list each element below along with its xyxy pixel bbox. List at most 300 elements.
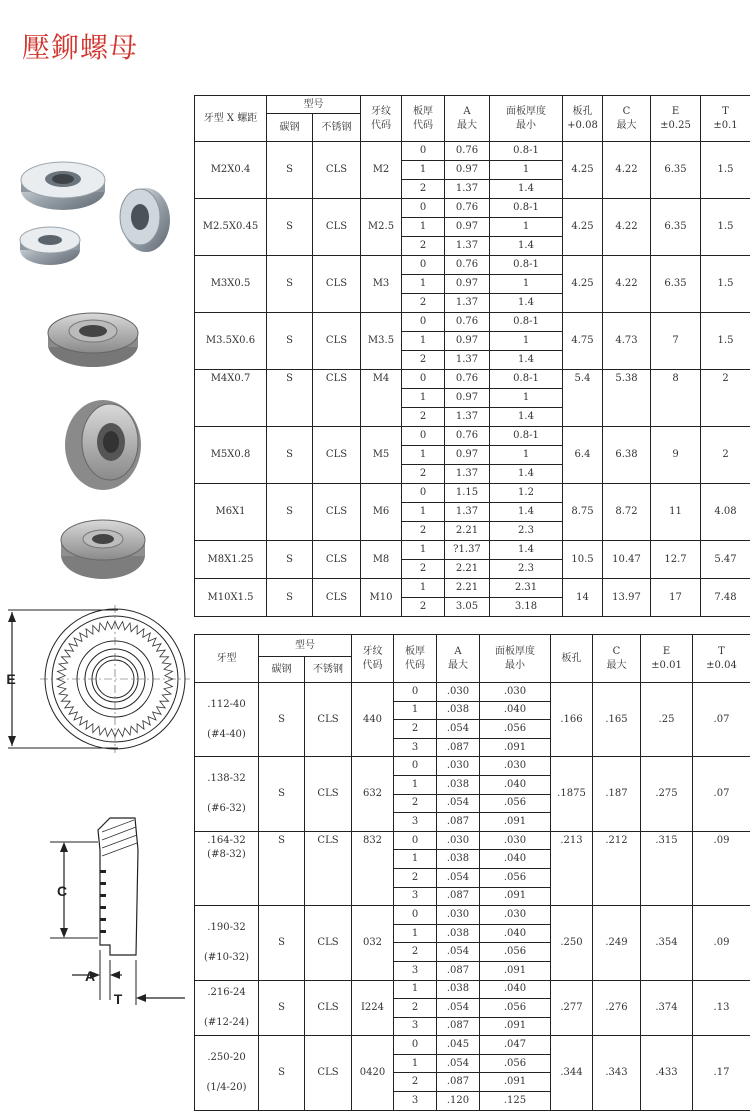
a-max-cell: 0.97	[445, 389, 490, 408]
min-thickness-cell: .056	[480, 868, 551, 887]
plate-code-cell: 1	[394, 1054, 437, 1073]
a-max-cell: .054	[437, 720, 480, 739]
a-max-cell: 0.76	[445, 313, 490, 332]
c-max-cell: 10.47	[603, 541, 651, 579]
a-max-cell: .087	[437, 887, 480, 906]
plate-code-cell: 2	[394, 868, 437, 887]
t-cell: .13	[693, 980, 750, 1036]
code-cell: 0420	[352, 1036, 394, 1110]
a-max-cell: 2.21	[445, 560, 490, 579]
a-max-cell: 0.76	[445, 370, 490, 389]
nut-photo-icon	[8, 145, 188, 595]
header-e: E ±0.25	[651, 96, 701, 142]
e-cell: .374	[641, 980, 693, 1036]
e-cell: .25	[641, 683, 693, 757]
carbon-cell: S	[267, 199, 313, 256]
min-thickness-cell: 0.8-1	[490, 370, 563, 389]
header-thread: 牙型	[195, 635, 259, 683]
carbon-cell: S	[267, 484, 313, 541]
a-max-cell: 1.15	[445, 484, 490, 503]
a-max-cell: .087	[437, 961, 480, 980]
c-max-cell: 6.38	[603, 427, 651, 484]
hole-cell: 14	[563, 579, 603, 617]
min-thickness-cell: .056	[480, 943, 551, 962]
t-cell: .09	[693, 831, 750, 905]
a-max-cell: .087	[437, 813, 480, 832]
thread-cell: M2X0.4	[195, 142, 267, 199]
code-cell: M3.5	[361, 313, 402, 370]
c-max-cell: .165	[593, 683, 641, 757]
min-thickness-cell: 0.8-1	[490, 199, 563, 218]
hole-cell: 4.25	[563, 199, 603, 256]
thread-cell: M3X0.5	[195, 256, 267, 313]
a-max-cell: 1.37	[445, 351, 490, 370]
hole-cell: 4.75	[563, 313, 603, 370]
a-max-cell: .030	[437, 906, 480, 925]
a-max-cell: 1.37	[445, 294, 490, 313]
carbon-cell: S	[259, 757, 305, 831]
header-e: E ±0.01	[641, 635, 693, 683]
thread-size: .250-20	[195, 1051, 258, 1065]
thread-cell: M6X1	[195, 484, 267, 541]
plate-code-cell: 0	[394, 1036, 437, 1055]
c-max-cell: .249	[593, 906, 641, 980]
dim-label-a: A	[85, 968, 95, 984]
min-thickness-cell: .125	[480, 1092, 551, 1111]
thread-size: .190-32	[195, 921, 258, 935]
thread-cell: M10X1.5	[195, 579, 267, 617]
carbon-cell: S	[267, 142, 313, 199]
carbon-cell: S	[267, 541, 313, 579]
imperial-spec-table	[194, 634, 750, 1111]
a-max-cell: 0.76	[445, 142, 490, 161]
plate-code-cell: 2	[402, 408, 445, 427]
min-thickness-cell: 2.3	[490, 522, 563, 541]
dim-label-e: E	[6, 671, 15, 687]
header-hole: 板孔	[551, 635, 593, 683]
table-row	[195, 541, 750, 560]
a-max-cell: .030	[437, 683, 480, 702]
metric-spec-table	[194, 95, 750, 617]
thread-cell: M4X0.7	[195, 370, 267, 427]
nut-photo-6	[61, 520, 145, 579]
table-row	[195, 1036, 750, 1055]
thread-size: .112-40	[195, 698, 258, 712]
code-cell: M10	[361, 579, 402, 617]
thread-cell: M8X1.25	[195, 541, 267, 579]
a-max-cell: .054	[437, 794, 480, 813]
plate-code-cell: 1	[394, 980, 437, 999]
a-max-cell: .038	[437, 924, 480, 943]
dim-label-c: C	[57, 883, 67, 899]
header-c: C 最大	[593, 635, 641, 683]
plate-code-cell: 2	[402, 294, 445, 313]
table-row	[195, 199, 750, 218]
t-cell: 4.08	[701, 484, 750, 541]
thread-cell	[195, 831, 259, 905]
carbon-cell: S	[267, 256, 313, 313]
thread-size-alt: (#10-32)	[195, 951, 258, 965]
plate-code-cell: 1	[402, 161, 445, 180]
min-thickness-cell: 1.4	[490, 294, 563, 313]
min-thickness-cell: 1.4	[490, 351, 563, 370]
plate-code-cell: 1	[394, 924, 437, 943]
thread-size-alt: (#6-32)	[195, 802, 258, 816]
min-thickness-cell: .091	[480, 1073, 551, 1092]
c-max-cell: .212	[593, 831, 641, 905]
min-thickness-cell: .056	[480, 1054, 551, 1073]
plate-code-cell: 2	[402, 598, 445, 617]
nut-photo-3	[120, 188, 170, 252]
nut-front-view-icon	[0, 600, 192, 760]
a-max-cell: .087	[437, 1073, 480, 1092]
min-thickness-cell: .040	[480, 924, 551, 943]
table-row	[195, 906, 750, 925]
plate-code-cell: 1	[402, 389, 445, 408]
code-cell: M6	[361, 484, 402, 541]
nut-photo-5	[65, 400, 141, 490]
plate-code-cell: 0	[402, 142, 445, 161]
header-carbon: 碳钢	[259, 657, 305, 683]
hole-cell: .344	[551, 1036, 593, 1110]
thread-size-alt: (#8-32)	[195, 848, 258, 862]
min-thickness-cell: 1.4	[490, 180, 563, 199]
hole-cell: 10.5	[563, 541, 603, 579]
code-cell: 032	[352, 906, 394, 980]
e-cell: .315	[641, 831, 693, 905]
header-carbon: 碳钢	[267, 114, 313, 142]
header-code: 牙纹 代码	[361, 96, 402, 142]
a-max-cell: 0.97	[445, 275, 490, 294]
stainless-cell: CLS	[313, 427, 361, 484]
a-max-cell: .054	[437, 999, 480, 1018]
min-thickness-cell: 1	[490, 275, 563, 294]
thread-size-alt: (#4-40)	[195, 728, 258, 742]
min-thickness-cell: 2.31	[490, 579, 563, 598]
a-max-cell: .038	[437, 850, 480, 869]
plate-code-cell: 0	[394, 683, 437, 702]
min-thickness-cell: 1.4	[490, 465, 563, 484]
t-cell: 1.5	[701, 142, 750, 199]
carbon-cell: S	[259, 980, 305, 1036]
thread-cell	[195, 980, 259, 1036]
code-cell: 632	[352, 757, 394, 831]
plate-code-cell: 2	[402, 351, 445, 370]
thread-cell	[195, 757, 259, 831]
plate-code-cell: 3	[394, 738, 437, 757]
a-max-cell: .038	[437, 980, 480, 999]
a-max-cell: 1.37	[445, 465, 490, 484]
carbon-cell: S	[267, 427, 313, 484]
stainless-cell: CLS	[313, 579, 361, 617]
code-cell: 832	[352, 831, 394, 905]
c-max-cell: 8.72	[603, 484, 651, 541]
a-max-cell: 1.37	[445, 237, 490, 256]
a-max-cell: ?1.37	[445, 541, 490, 560]
plate-code-cell: 0	[402, 484, 445, 503]
header-a: A 最大	[445, 96, 490, 142]
t-cell: 2	[701, 427, 750, 484]
c-max-cell: 4.22	[603, 199, 651, 256]
min-thickness-cell: .030	[480, 757, 551, 776]
header-min-thickness: 面板厚度 最小	[480, 635, 551, 683]
carbon-cell: S	[259, 683, 305, 757]
thread-cell	[195, 683, 259, 757]
plate-code-cell: 0	[402, 313, 445, 332]
e-cell: .433	[641, 1036, 693, 1110]
carbon-cell: S	[267, 370, 313, 427]
a-max-cell: .087	[437, 1017, 480, 1036]
plate-code-cell: 2	[394, 1073, 437, 1092]
page-title: 壓鉚螺母	[22, 30, 138, 66]
t-cell: 1.5	[701, 199, 750, 256]
a-max-cell: .087	[437, 738, 480, 757]
a-max-cell: 0.76	[445, 199, 490, 218]
e-cell: 6.35	[651, 199, 701, 256]
a-max-cell: .038	[437, 701, 480, 720]
plate-code-cell: 3	[394, 961, 437, 980]
plate-code-cell: 1	[402, 332, 445, 351]
thread-size: .138-32	[195, 772, 258, 786]
min-thickness-cell: .091	[480, 1017, 551, 1036]
hole-cell: 4.25	[563, 256, 603, 313]
plate-code-cell: 2	[394, 720, 437, 739]
plate-code-cell: 1	[402, 503, 445, 522]
code-cell: M4	[361, 370, 402, 427]
a-max-cell: 2.21	[445, 579, 490, 598]
plate-code-cell: 2	[394, 999, 437, 1018]
plate-code-cell: 1	[402, 275, 445, 294]
stainless-cell: CLS	[313, 199, 361, 256]
plate-code-cell: 2	[394, 943, 437, 962]
c-max-cell: .276	[593, 980, 641, 1036]
hole-cell: .213	[551, 831, 593, 905]
min-thickness-cell: 1.4	[490, 408, 563, 427]
plate-code-cell: 1	[394, 775, 437, 794]
dim-label-t: T	[114, 991, 123, 1007]
plate-code-cell: 1	[402, 218, 445, 237]
header-type: 型号	[267, 96, 361, 114]
a-max-cell: 1.37	[445, 503, 490, 522]
min-thickness-cell: 1.4	[490, 503, 563, 522]
plate-code-cell: 0	[402, 427, 445, 446]
plate-code-cell: 3	[394, 1092, 437, 1111]
stainless-cell: CLS	[313, 313, 361, 370]
min-thickness-cell: .047	[480, 1036, 551, 1055]
plate-code-cell: 0	[402, 199, 445, 218]
min-thickness-cell: .040	[480, 775, 551, 794]
a-max-cell: 0.76	[445, 427, 490, 446]
min-thickness-cell: 3.18	[490, 598, 563, 617]
header-plate: 板厚 代码	[402, 96, 445, 142]
table-row	[195, 142, 750, 161]
c-max-cell: .343	[593, 1036, 641, 1110]
stainless-cell: CLS	[305, 1036, 352, 1110]
header-stainless: 不锈钢	[305, 657, 352, 683]
table-row	[195, 484, 750, 503]
table-row	[195, 579, 750, 598]
min-thickness-cell: 1.4	[490, 237, 563, 256]
e-cell: .275	[641, 757, 693, 831]
plate-code-cell: 1	[402, 541, 445, 560]
code-cell: M5	[361, 427, 402, 484]
min-thickness-cell: .030	[480, 831, 551, 850]
min-thickness-cell: .040	[480, 980, 551, 999]
header-plate: 板厚 代码	[394, 635, 437, 683]
code-cell: M8	[361, 541, 402, 579]
thread-cell: M5X0.8	[195, 427, 267, 484]
min-thickness-cell: 0.8-1	[490, 142, 563, 161]
header-a: A 最大	[437, 635, 480, 683]
min-thickness-cell: 0.8-1	[490, 256, 563, 275]
a-max-cell: .030	[437, 831, 480, 850]
thread-size: .216-24	[195, 986, 258, 1000]
a-max-cell: 0.97	[445, 446, 490, 465]
thread-cell: M3.5X0.6	[195, 313, 267, 370]
header-c: C 最大	[603, 96, 651, 142]
a-max-cell: 1.37	[445, 180, 490, 199]
stainless-cell: CLS	[305, 906, 352, 980]
hole-cell: 8.75	[563, 484, 603, 541]
stainless-cell: CLS	[305, 757, 352, 831]
min-thickness-cell: 1	[490, 446, 563, 465]
header-thread: 牙型 X 螺距	[195, 96, 267, 142]
plate-code-cell: 0	[394, 831, 437, 850]
plate-code-cell: 0	[402, 370, 445, 389]
hole-cell: .250	[551, 906, 593, 980]
header-t: T ±0.1	[701, 96, 750, 142]
c-max-cell: 13.97	[603, 579, 651, 617]
table-row	[195, 757, 750, 776]
min-thickness-cell: 0.8-1	[490, 313, 563, 332]
min-thickness-cell: 1.4	[490, 541, 563, 560]
code-cell: I224	[352, 980, 394, 1036]
plate-code-cell: 3	[394, 813, 437, 832]
c-max-cell: 4.73	[603, 313, 651, 370]
header-hole: 板孔 +0.08	[563, 96, 603, 142]
thread-size-alt: (#12-24)	[195, 1016, 258, 1030]
nut-photo-2	[20, 227, 80, 265]
hole-cell: 4.25	[563, 142, 603, 199]
plate-code-cell: 3	[394, 887, 437, 906]
stainless-cell: CLS	[313, 256, 361, 313]
plate-code-cell: 2	[402, 465, 445, 484]
code-cell: M3	[361, 256, 402, 313]
min-thickness-cell: 0.8-1	[490, 427, 563, 446]
c-max-cell: 4.22	[603, 256, 651, 313]
plate-code-cell: 2	[402, 180, 445, 199]
c-max-cell: 4.22	[603, 142, 651, 199]
hole-cell: 6.4	[563, 427, 603, 484]
a-max-cell: 2.21	[445, 522, 490, 541]
min-thickness-cell: 1.2	[490, 484, 563, 503]
e-cell: 7	[651, 313, 701, 370]
table-row	[195, 980, 750, 999]
hole-cell: .277	[551, 980, 593, 1036]
code-cell: M2.5	[361, 199, 402, 256]
stainless-cell: CLS	[305, 980, 352, 1036]
header-code: 牙纹 代码	[352, 635, 394, 683]
stainless-cell: CLS	[313, 370, 361, 427]
plate-code-cell: 1	[402, 446, 445, 465]
header-t: T ±0.04	[693, 635, 750, 683]
a-max-cell: 0.97	[445, 218, 490, 237]
code-cell: 440	[352, 683, 394, 757]
table-row	[195, 370, 750, 389]
min-thickness-cell: .030	[480, 683, 551, 702]
a-max-cell: .120	[437, 1092, 480, 1111]
header-stainless: 不锈钢	[313, 114, 361, 142]
plate-code-cell: 1	[402, 579, 445, 598]
carbon-cell: S	[259, 831, 305, 905]
carbon-cell: S	[267, 579, 313, 617]
e-cell: 6.35	[651, 142, 701, 199]
table-row	[195, 831, 750, 850]
t-cell: 1.5	[701, 313, 750, 370]
plate-code-cell: 2	[402, 237, 445, 256]
nut-section-view-icon	[40, 810, 190, 1010]
thread-cell	[195, 906, 259, 980]
plate-code-cell: 2	[402, 560, 445, 579]
stainless-cell: CLS	[313, 142, 361, 199]
a-max-cell: .054	[437, 943, 480, 962]
table-row	[195, 683, 750, 702]
thread-size: .164-32	[195, 834, 258, 848]
stainless-cell: CLS	[305, 683, 352, 757]
a-max-cell: 0.97	[445, 332, 490, 351]
thread-size-alt: (1/4-20)	[195, 1081, 258, 1095]
t-cell: .07	[693, 683, 750, 757]
min-thickness-cell: .056	[480, 999, 551, 1018]
a-max-cell: 1.37	[445, 408, 490, 427]
header-min-thickness: 面板厚度 最小	[490, 96, 563, 142]
a-max-cell: 3.05	[445, 598, 490, 617]
min-thickness-cell: 1	[490, 218, 563, 237]
nut-photo-4	[48, 313, 138, 367]
a-max-cell: .054	[437, 868, 480, 887]
min-thickness-cell: .030	[480, 906, 551, 925]
a-max-cell: 0.76	[445, 256, 490, 275]
min-thickness-cell: .056	[480, 794, 551, 813]
min-thickness-cell: .091	[480, 887, 551, 906]
e-cell: .354	[641, 906, 693, 980]
stainless-cell: CLS	[313, 541, 361, 579]
min-thickness-cell: .056	[480, 720, 551, 739]
thread-cell	[195, 1036, 259, 1110]
table-row	[195, 427, 750, 446]
e-cell: 8	[651, 370, 701, 427]
a-max-cell: .030	[437, 757, 480, 776]
min-thickness-cell: .091	[480, 813, 551, 832]
c-max-cell: 5.38	[603, 370, 651, 427]
carbon-cell: S	[267, 313, 313, 370]
code-cell: M2	[361, 142, 402, 199]
plate-code-cell: 2	[394, 794, 437, 813]
c-max-cell: .187	[593, 757, 641, 831]
a-max-cell: 0.97	[445, 161, 490, 180]
plate-code-cell: 2	[402, 522, 445, 541]
e-cell: 11	[651, 484, 701, 541]
table-row	[195, 256, 750, 275]
t-cell: 5.47	[701, 541, 750, 579]
carbon-cell: S	[259, 906, 305, 980]
plate-code-cell: 1	[394, 701, 437, 720]
hole-cell: .1875	[551, 757, 593, 831]
t-cell: 1.5	[701, 256, 750, 313]
nut-photo-1	[21, 162, 105, 210]
a-max-cell: .045	[437, 1036, 480, 1055]
plate-code-cell: 0	[394, 906, 437, 925]
